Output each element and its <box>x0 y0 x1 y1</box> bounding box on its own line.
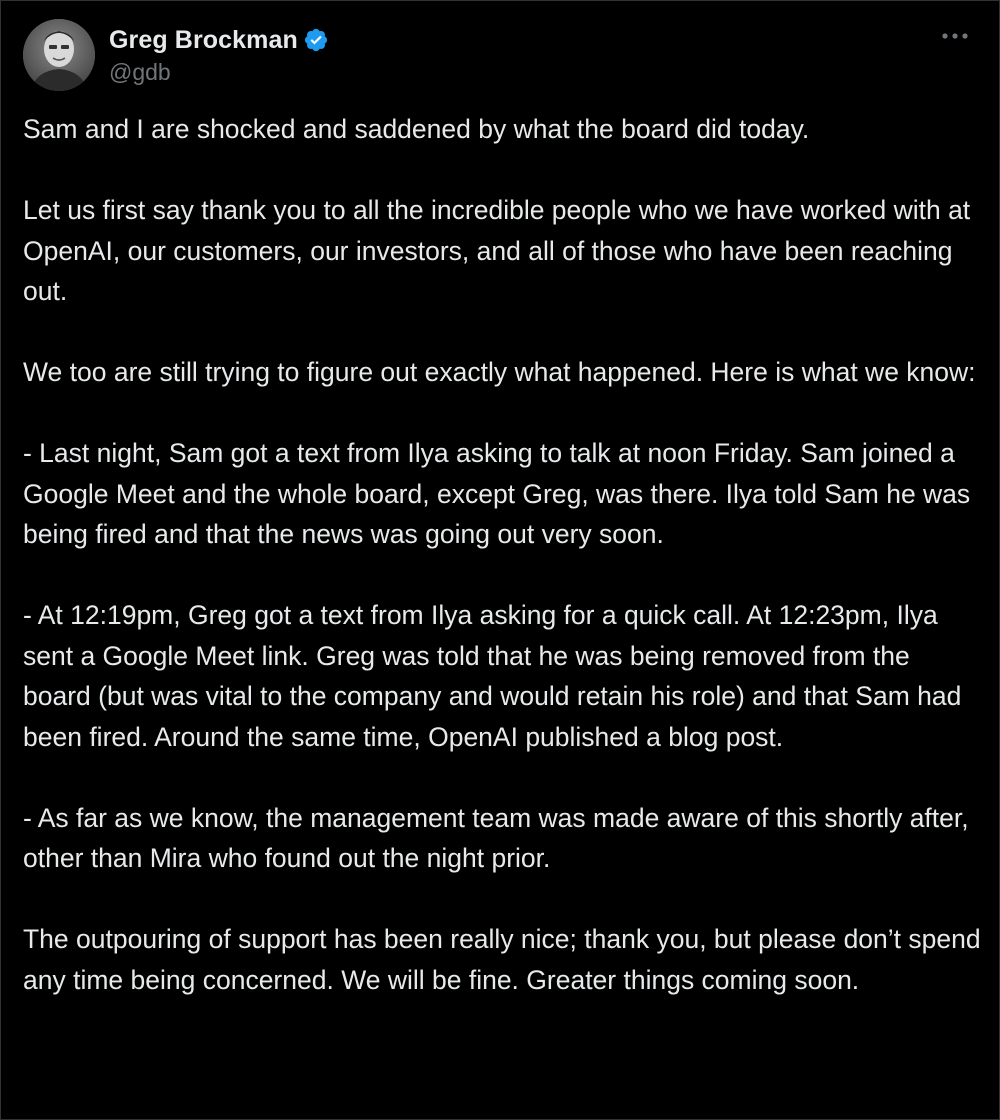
display-name-row <box>109 23 329 57</box>
avatar[interactable] <box>23 19 95 91</box>
tweet-paragraph: Sam and I are shocked and saddened by what the board did today. <box>23 114 810 144</box>
avatar-portrait-icon <box>23 19 95 91</box>
tweet-paragraph: Let us first say thank you to all the incredible people who we have worked with at OpenAI, our customers, our investors, and all of those who have been reaching out. <box>23 195 971 306</box>
tweet-paragraph: - Last night, Sam got a text from Ilya asking to talk at noon Friday. Sam joined a Google Meet and the whole board, except Greg, was there. Ilya told Sam he was being fired and that the news was going out very soon. <box>23 438 971 549</box>
more-options-button[interactable] <box>937 21 973 51</box>
author-handle[interactable]: @gdb <box>109 59 171 85</box>
tweet-paragraph: - At 12:19pm, Greg got a text from Ilya asking for a quick call. At 12:23pm, Ilya sent a Google Meet link. Greg was told that he was being removed from the board (but was vital to the company and would retain his role) and that Sam had been fired. Around the same time, OpenAI published a blog post. <box>23 600 962 752</box>
author-names <box>109 23 329 86</box>
more-options-icon <box>941 32 969 40</box>
tweet-paragraph: - As far as we know, the management team was made aware of this shortly after, other than Mira who found out the night prior. <box>23 802 969 873</box>
tweet-paragraph: We too are still trying to figure out exactly what happened. Here is what we know: <box>23 357 976 387</box>
tweet-body <box>23 109 983 1000</box>
verified-badge-icon[interactable] <box>303 27 329 53</box>
tweet-paragraph: The outpouring of support has been really nice; thank you, but please don’t spend any time being concerned. We will be fine. Greater things coming soon. <box>23 924 981 995</box>
display-name[interactable]: Greg Brockman <box>109 25 298 54</box>
tweet-header <box>23 19 977 91</box>
